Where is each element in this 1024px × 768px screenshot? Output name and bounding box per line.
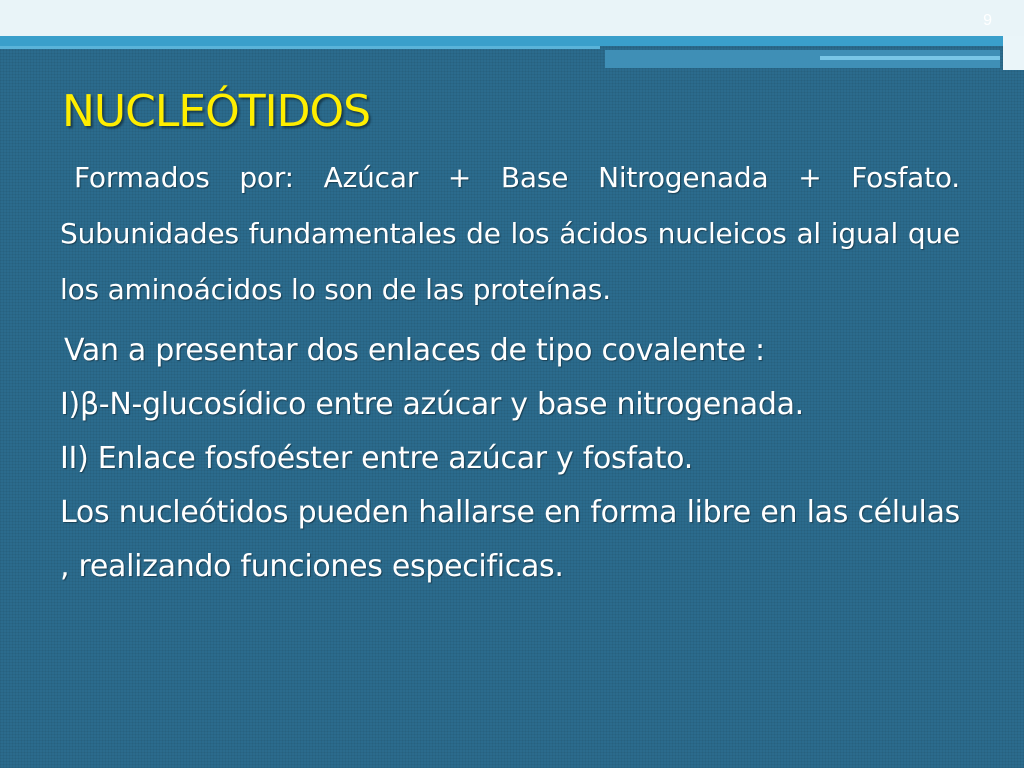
paragraph-bond-2: II) Enlace fosfoéster entre azúcar y fosfato. (60, 441, 693, 476)
paragraph-text: Formados por: Azúcar + Base Nitrogenada + Fosfato. Subunidades fundamentales de los ácidos nucleicos al igual que los aminoácidos lo son de las proteínas. (60, 161, 960, 306)
slide-body (60, 150, 960, 594)
slide-number: 9 (983, 12, 992, 29)
paragraph-text: Van a presentar dos enlaces de tipo covalente : (64, 333, 765, 368)
decorative-edge (1003, 36, 1024, 70)
paragraph-bonds-intro (60, 324, 960, 378)
header-stripe (0, 36, 1024, 46)
decorative-bar (820, 56, 1000, 60)
paragraph-free-nucleotides: Los nucleótidos pueden hallarse en forma libre en las células , realizando funciones especificas. (60, 495, 960, 584)
paragraph-definition (60, 150, 960, 318)
header-band (0, 0, 1024, 36)
slide-title: NUCLEÓTIDOS (62, 86, 371, 137)
paragraph-bond-1: I)β-N-glucosídico entre azúcar y base nitrogenada. (60, 387, 804, 422)
decorative-bar (0, 46, 600, 49)
